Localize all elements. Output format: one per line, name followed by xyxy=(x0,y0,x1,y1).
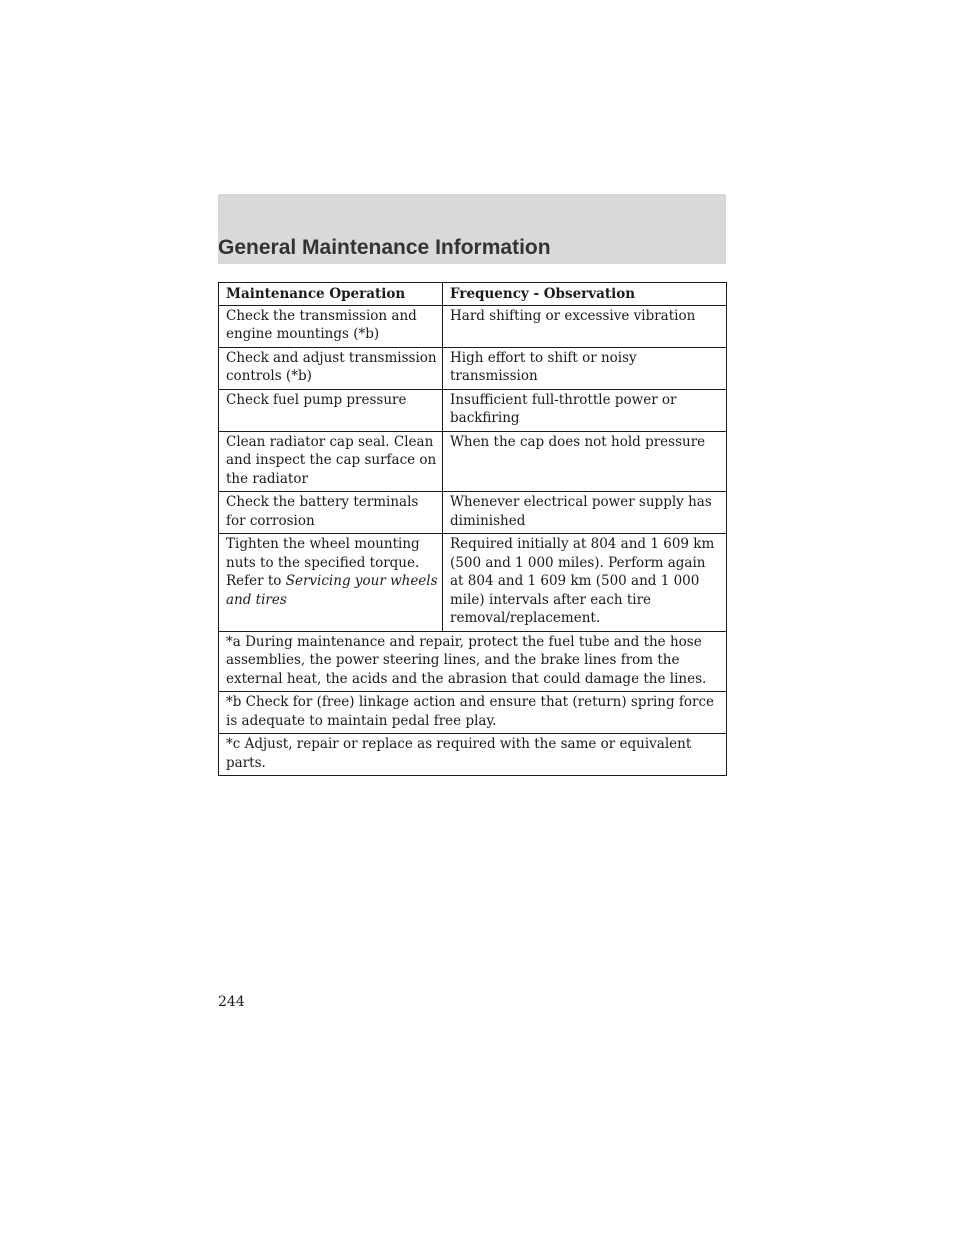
frequency-cell: When the cap does not hold pressure xyxy=(443,431,727,492)
table-row xyxy=(219,431,727,492)
frequency-cell: Hard shifting or excessive vibration xyxy=(443,305,727,347)
note-row xyxy=(219,692,727,734)
footnote-c: *c Adjust, repair or replace as required with the same or equivalent parts. xyxy=(219,734,727,776)
page-number: 244 xyxy=(218,994,245,1010)
frequency-cell: Insufficient full-throttle power or backfiring xyxy=(443,389,727,431)
table-row xyxy=(219,492,727,534)
note-row xyxy=(219,631,727,692)
column-header-frequency: Frequency - Observation xyxy=(443,283,727,306)
frequency-cell: High effort to shift or noisy transmission xyxy=(443,347,727,389)
column-header-operation: Maintenance Operation xyxy=(219,283,443,306)
table-row xyxy=(219,389,727,431)
operation-cell xyxy=(219,534,443,632)
note-row xyxy=(219,734,727,776)
section-title: General Maintenance Information xyxy=(218,236,551,259)
operation-cell: Check and adjust transmission controls (*b) xyxy=(219,347,443,389)
frequency-cell: Required initially at 804 and 1 609 km (500 and 1 000 miles). Perform again at 804 and 1 609 km (500 and 1 000 mile) intervals after each tire removal/replacement. xyxy=(443,534,727,632)
table-row xyxy=(219,347,727,389)
table-header-row xyxy=(219,283,727,306)
table-row xyxy=(219,534,727,632)
footnote-b: *b Check for (free) linkage action and ensure that (return) spring force is adequate to maintain pedal free play. xyxy=(219,692,727,734)
frequency-cell: Whenever electrical power supply has diminished xyxy=(443,492,727,534)
footnote-a: *a During maintenance and repair, protect the fuel tube and the hose assemblies, the power steering lines, and the brake lines from the external heat, the acids and the abrasion that could damage the lines. xyxy=(219,631,727,692)
cross-reference: Servicing your wheels and tires xyxy=(226,573,438,608)
operation-cell: Check fuel pump pressure xyxy=(219,389,443,431)
operation-text: Tighten the wheel mounting nuts to the specified torque. Refer to xyxy=(226,536,420,589)
operation-cell: Check the battery terminals for corrosion xyxy=(219,492,443,534)
operation-cell: Check the transmission and engine mountings (*b) xyxy=(219,305,443,347)
operation-cell: Clean radiator cap seal. Clean and inspect the cap surface on the radiator xyxy=(219,431,443,492)
table-row xyxy=(219,305,727,347)
maintenance-table xyxy=(218,282,727,776)
